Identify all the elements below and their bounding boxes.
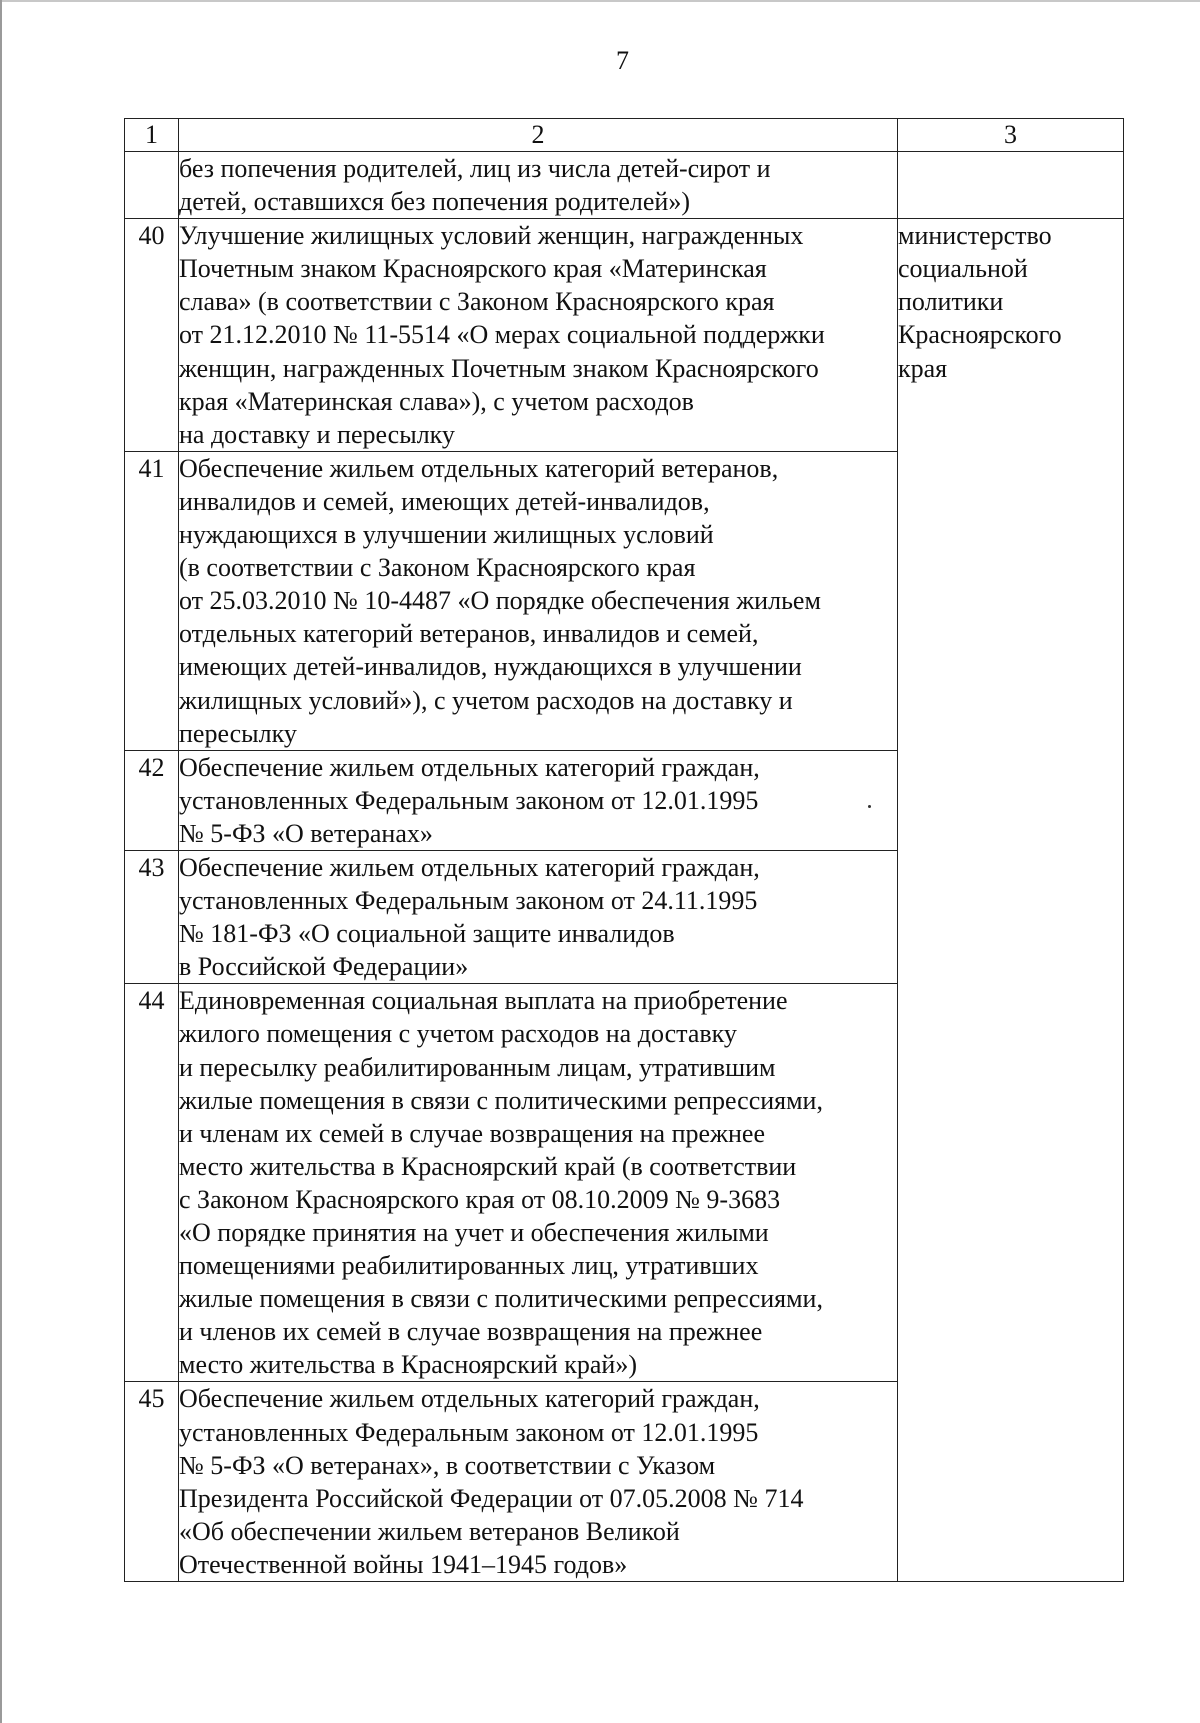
page-number: 7 bbox=[616, 46, 629, 75]
column-header-2: 2 bbox=[179, 119, 898, 152]
column-header-3: 3 bbox=[898, 119, 1124, 152]
row-number: 41 bbox=[125, 451, 179, 750]
scan-edge-left bbox=[0, 0, 2, 1723]
row-number: 42 bbox=[125, 750, 179, 850]
row-number: 45 bbox=[125, 1382, 179, 1582]
row-text: без попечения родителей, лиц из числа детей-сирот и детей, оставшихся без попечения родителей») bbox=[179, 152, 898, 219]
table-header-row bbox=[125, 119, 1124, 152]
row-text: Обеспечение жильем отдельных категорий граждан, установленных Федеральным законом от 12.01.1995 № 5-ФЗ «О ветеранах» bbox=[179, 750, 898, 850]
responsible-authority: министерство социальной политики Красноярского края bbox=[898, 219, 1124, 1582]
table-row-40 bbox=[125, 219, 1124, 452]
row-text: Обеспечение жильем отдельных категорий ветеранов, инвалидов и семей, имеющих детей-инвалидов, нуждающихся в улучшении жилищных условий (в соответствии с Законом Красноярского края от 25.03.2010 № 10-4487 «О порядке обеспечения жильем отдельных категорий ветеранов, инвалидов и семей, имеющих детей-инвалидов, нуждающихся в улучшении жилищных условий»), с учетом расходов на доставку и пересылку bbox=[179, 451, 898, 750]
scan-edge-top bbox=[0, 0, 1200, 2]
row-text: Обеспечение жильем отдельных категорий граждан, установленных Федеральным законом от 12.01.1995 № 5-ФЗ «О ветеранах», в соответствии с Указом Президента Российской Федерации от 07.05.2008 № 714 «Об обеспечении жильем ветеранов Великой Отечественной войны 1941–1945 годов» bbox=[179, 1382, 898, 1582]
row-text: Обеспечение жильем отдельных категорий граждан, установленных Федеральным законом от 24.11.1995 № 181-ФЗ «О социальной защите инвалидов в Российской Федерации» bbox=[179, 850, 898, 983]
table-row-continued bbox=[125, 152, 1124, 219]
row-number bbox=[125, 152, 179, 219]
row-number: 44 bbox=[125, 984, 179, 1382]
row-number: 43 bbox=[125, 850, 179, 983]
row-number: 40 bbox=[125, 219, 179, 452]
column-header-1: 1 bbox=[125, 119, 179, 152]
row-text: Улучшение жилищных условий женщин, награжденных Почетным знаком Красноярского края «Материнская слава» (в соответствии с Законом Красноярского края от 21.12.2010 № 11-5514 «О мерах социальной поддержки женщин, награжденных Почетным знаком Красноярского края «Материнская слава»), с учетом расходов на доставку и пересылку bbox=[179, 219, 898, 452]
row-responsible-empty bbox=[898, 152, 1124, 219]
row-text: Единовременная социальная выплата на приобретение жилого помещения с учетом расходов на доставку и пересылку реабилитированным лицам, утратившим жилые помещения в связи с политическими репрессиями, и членам их семей в случае возвращения на прежнее место жительства в Красноярский край (в соответствии с Законом Красноярского края от 08.10.2009 № 9-3683 «О порядке принятия на учет и обеспечения жилыми помещениями реабилитированных лиц, утративших жилые помещения в связи с политическими репрессиями, и членов их семей в случае возвращения на прежнее место жительства в Красноярский край») bbox=[179, 984, 898, 1382]
document-table bbox=[124, 118, 1124, 1582]
scan-speck bbox=[868, 805, 871, 808]
